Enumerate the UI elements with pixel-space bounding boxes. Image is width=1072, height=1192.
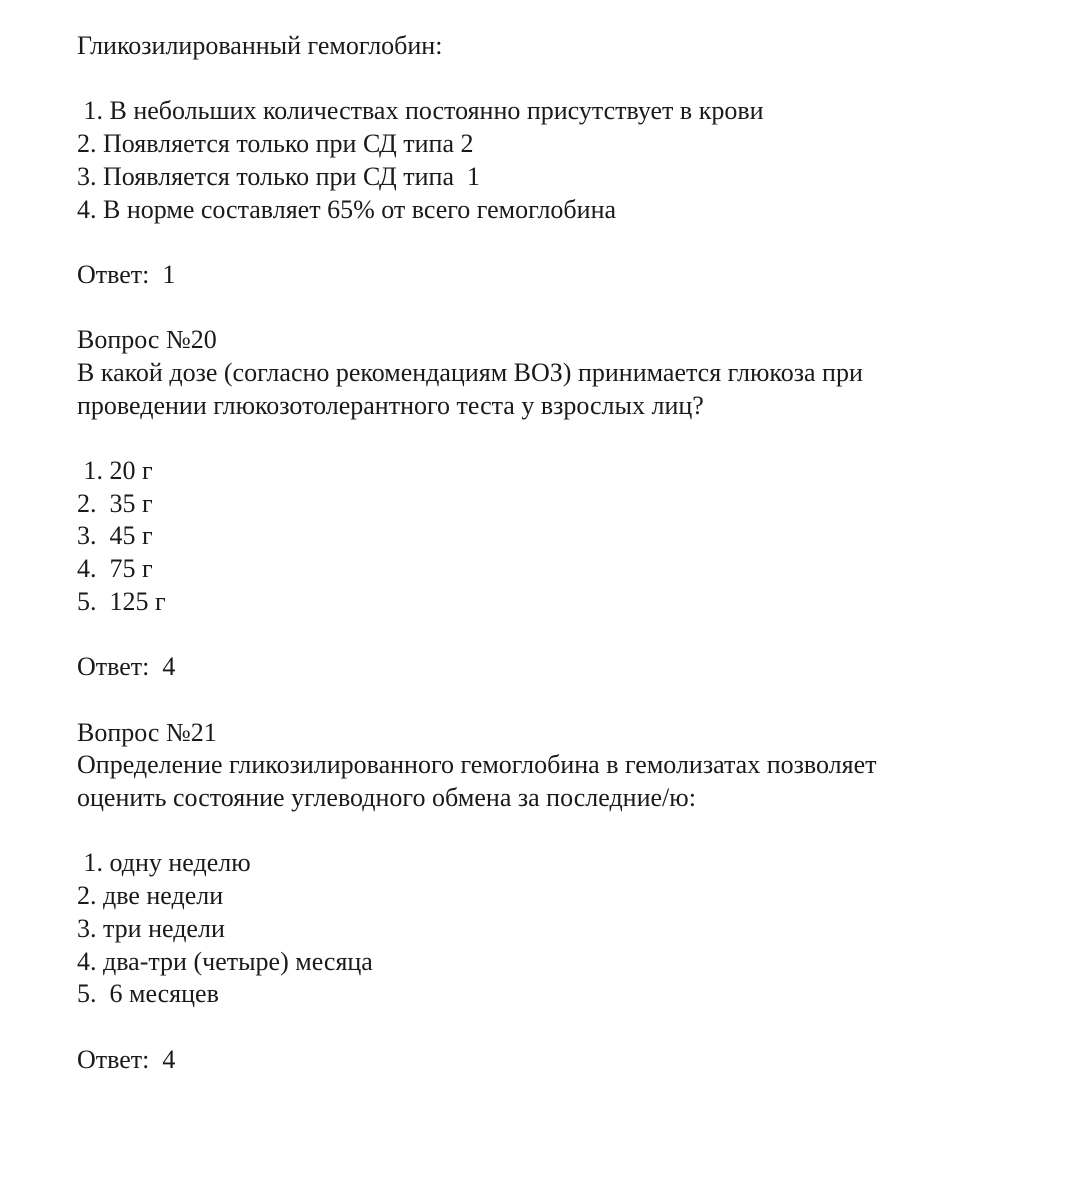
question-block-20 xyxy=(77,324,1037,684)
answer-option: 3. 45 г xyxy=(77,521,153,551)
question-heading: Вопрос №21 xyxy=(77,717,217,747)
answer-option: 4. В норме составляет 65% от всего гемоглобина xyxy=(77,194,617,224)
answer-option: 2. Появляется только при СД типа 2 xyxy=(77,129,474,159)
answer-key: Ответ: 4 xyxy=(77,652,176,682)
answer-option: 1. В небольших количествах постоянно присутствует в крови xyxy=(77,96,764,126)
answer-option: 4. два-три (четыре) месяца xyxy=(77,946,373,976)
answer-option: 3. три недели xyxy=(77,913,225,943)
answer-option: 4. 75 г xyxy=(77,554,153,584)
question-text-line: В какой дозе (согласно рекомендациям ВОЗ) принимается глюкоза при xyxy=(77,357,863,387)
question-text-line: проведении глюкозотолерантного теста у взрослых лиц? xyxy=(77,390,704,420)
question-text-line: Определение гликозилированного гемоглобина в гемолизатах позволяет xyxy=(77,750,877,780)
question-heading: Вопрос №20 xyxy=(77,325,217,355)
answer-option: 1. 20 г xyxy=(77,456,153,486)
answer-option: 2. 35 г xyxy=(77,488,153,518)
answer-option: 1. одну неделю xyxy=(77,848,251,878)
answer-key: Ответ: 1 xyxy=(77,259,176,289)
answer-key: Ответ: 4 xyxy=(77,1044,176,1074)
question-block-1 xyxy=(77,30,1037,292)
answer-option: 5. 125 г xyxy=(77,586,166,616)
answer-option: 5. 6 месяцев xyxy=(77,979,219,1009)
answer-option: 2. две недели xyxy=(77,881,224,911)
answer-option: 3. Появляется только при СД типа 1 xyxy=(77,161,480,191)
question-text-line: Гликозилированный гемоглобин: xyxy=(77,31,443,60)
question-text-line: оценить состояние углеводного обмена за последние/ю: xyxy=(77,783,696,813)
document-page xyxy=(77,30,1037,1076)
question-block-21 xyxy=(77,717,1037,1077)
